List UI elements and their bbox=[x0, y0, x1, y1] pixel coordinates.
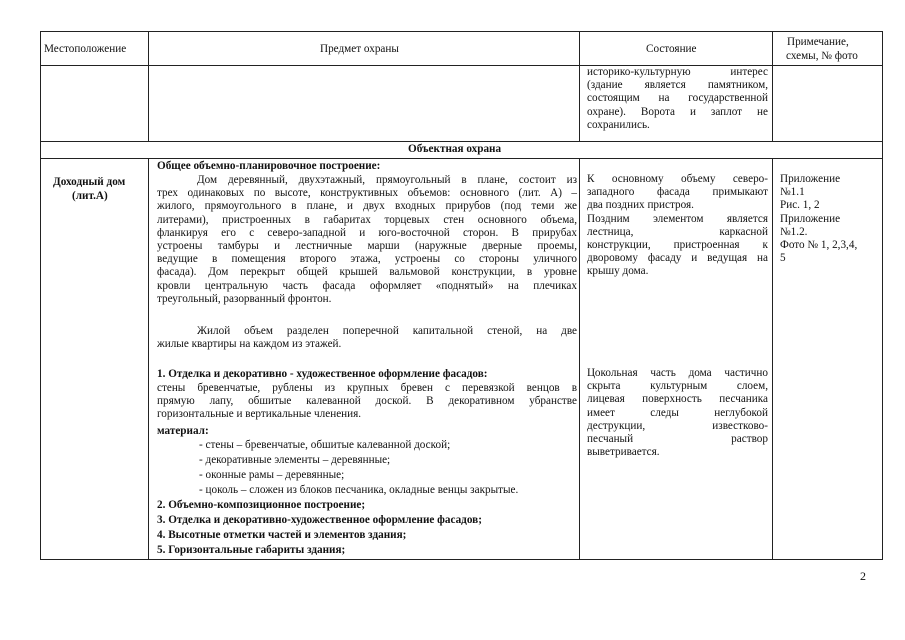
header-location: Местоположение bbox=[44, 43, 127, 55]
paragraph-line: литерами), пристроенных в габаритах торцевых стен основного объема, bbox=[157, 213, 577, 226]
note-cell bbox=[780, 173, 880, 265]
paragraph-line: стены бревенчатые, рублены из крупных бревен с перевязкой венцов в bbox=[157, 382, 577, 394]
continued-state-cell bbox=[587, 66, 768, 132]
numbered-item: 3. Отделка и декоративно-художественное оформление фасадов; bbox=[157, 514, 482, 526]
state-line: Цокольная часть дома частично bbox=[587, 367, 768, 379]
state-line: песчаный раствор bbox=[587, 433, 768, 446]
state-line: сохранились. bbox=[587, 118, 650, 131]
state-line: два поздних пристроя. bbox=[587, 199, 694, 212]
note-line: Приложение bbox=[780, 212, 841, 225]
table-top-border bbox=[40, 31, 883, 32]
paragraph-line: жилого, прямоугольного в плане, и двух входных прирубов (под теми же bbox=[157, 200, 577, 213]
state-line: охране). Ворота и заплот не bbox=[587, 105, 768, 118]
header-subject: Предмет охраны bbox=[320, 43, 399, 55]
header-note-line2: схемы, № фото bbox=[786, 50, 858, 62]
state-block-1 bbox=[587, 173, 768, 279]
state-line: крышу дома. bbox=[587, 265, 649, 278]
state-block-2 bbox=[587, 367, 768, 459]
note-line: №1.1 bbox=[780, 186, 805, 199]
item1-heading: 1. Отделка и декоративно - художественное оформление фасадов: bbox=[157, 368, 488, 380]
col-divider-1b bbox=[148, 158, 149, 560]
paragraph-line: прямую лапу, обшитые калеванной доской. В декоративном убранстве bbox=[157, 395, 577, 408]
col-divider-3b bbox=[772, 158, 773, 560]
paragraph-line: Дом деревянный, двухэтажный, прямоугольный в плане, состоит из bbox=[197, 174, 577, 186]
material-label: материал: bbox=[157, 425, 209, 437]
col-divider-2b bbox=[579, 158, 580, 560]
paragraph-line: горизонтальные и вертикальные членения. bbox=[157, 408, 362, 421]
location-line2: (лит.А) bbox=[72, 190, 108, 202]
numbered-item: 2. Объемно-композиционное построение; bbox=[157, 499, 366, 511]
paragraph-line: Жилой объем разделен поперечной капитальной стеной, на две bbox=[197, 325, 577, 337]
paragraph-line: фасада). Дом перекрыт общей крышей вальмовой конструкции, в уровне bbox=[157, 266, 577, 279]
item1-text bbox=[157, 382, 577, 422]
state-line: лицевая поверхность песчаника bbox=[587, 393, 768, 406]
header-note-line1: Примечание, bbox=[787, 36, 849, 48]
subject-paragraph2 bbox=[157, 325, 577, 351]
state-line: Поздним элементом является bbox=[587, 212, 768, 225]
state-line: имеет следы неглубокой bbox=[587, 406, 768, 419]
page-number: 2 bbox=[860, 569, 866, 583]
left-border bbox=[40, 31, 41, 560]
state-line: (здание является памятником, bbox=[587, 79, 768, 92]
state-line: историко-культурную интерес bbox=[587, 66, 768, 78]
note-line: Фото № 1, 2,3,4, bbox=[780, 239, 858, 252]
material-item: - оконные рамы – деревянные; bbox=[199, 469, 345, 481]
state-line: состоящим на государственной bbox=[587, 92, 768, 105]
paragraph-line: треугольный, разорванный фронтон. bbox=[157, 292, 332, 305]
paragraph-line: трех одинаковых по высоте, конструктивных объемов: основного (лит. А) – bbox=[157, 187, 577, 200]
state-line: выветривается. bbox=[587, 446, 660, 459]
section-title: Объектная охрана bbox=[408, 143, 502, 155]
paragraph-line: устроены тамбуры и лестничные марши (наружные дверные проемы, bbox=[157, 240, 577, 253]
note-line: №1.2. bbox=[780, 225, 808, 238]
numbered-item: 5. Горизонтальные габариты здания; bbox=[157, 544, 346, 556]
material-item: - стены – бревенчатые, обшитые калеванной доской; bbox=[199, 439, 451, 451]
col-divider-1 bbox=[148, 31, 149, 141]
note-line: Приложение bbox=[780, 173, 841, 185]
subject-heading: Общее объемно-планировочное построение: bbox=[157, 160, 381, 172]
paragraph-line: фланкируя его с северо-западной и юго-восточной сторон. В прирубах bbox=[157, 226, 577, 239]
row-border bbox=[40, 141, 883, 142]
location-line1: Доходный дом bbox=[53, 176, 126, 188]
table-bottom-border bbox=[40, 559, 883, 560]
note-line: Рис. 1, 2 bbox=[780, 199, 820, 212]
state-line: дворовому фасаду и ведущая на bbox=[587, 252, 768, 265]
col-divider-3 bbox=[772, 31, 773, 141]
material-item: - цоколь – сложен из блоков песчаника, окладные венцы закрытые. bbox=[199, 484, 519, 496]
col-divider-2 bbox=[579, 31, 580, 141]
note-line: 5 bbox=[780, 252, 786, 265]
header-state: Состояние bbox=[646, 43, 697, 55]
state-line: К основному объему северо- bbox=[587, 173, 768, 185]
paragraph-line: ведущие в помещения второго этажа, устроены со стороны уличного bbox=[157, 253, 577, 266]
paragraph-line: кровли центральную часть фасада оформляет «поднятый» на плечиках bbox=[157, 279, 577, 292]
material-item: - декоративные элементы – деревянные; bbox=[199, 454, 391, 466]
state-line: деструкции, известково- bbox=[587, 419, 768, 432]
state-line: западного фасада примыкают bbox=[587, 186, 768, 199]
state-line: конструкции, пристроенная к bbox=[587, 239, 768, 252]
state-line: лестница, каркасной bbox=[587, 225, 768, 238]
numbered-item: 4. Высотные отметки частей и элементов здания; bbox=[157, 529, 407, 541]
state-line: скрыта культурным слоем, bbox=[587, 380, 768, 393]
subject-paragraph1 bbox=[157, 174, 577, 306]
paragraph-line: жилые квартиры на каждом из этажей. bbox=[157, 338, 342, 351]
right-border bbox=[882, 31, 883, 560]
section-bottom-border bbox=[40, 158, 883, 159]
